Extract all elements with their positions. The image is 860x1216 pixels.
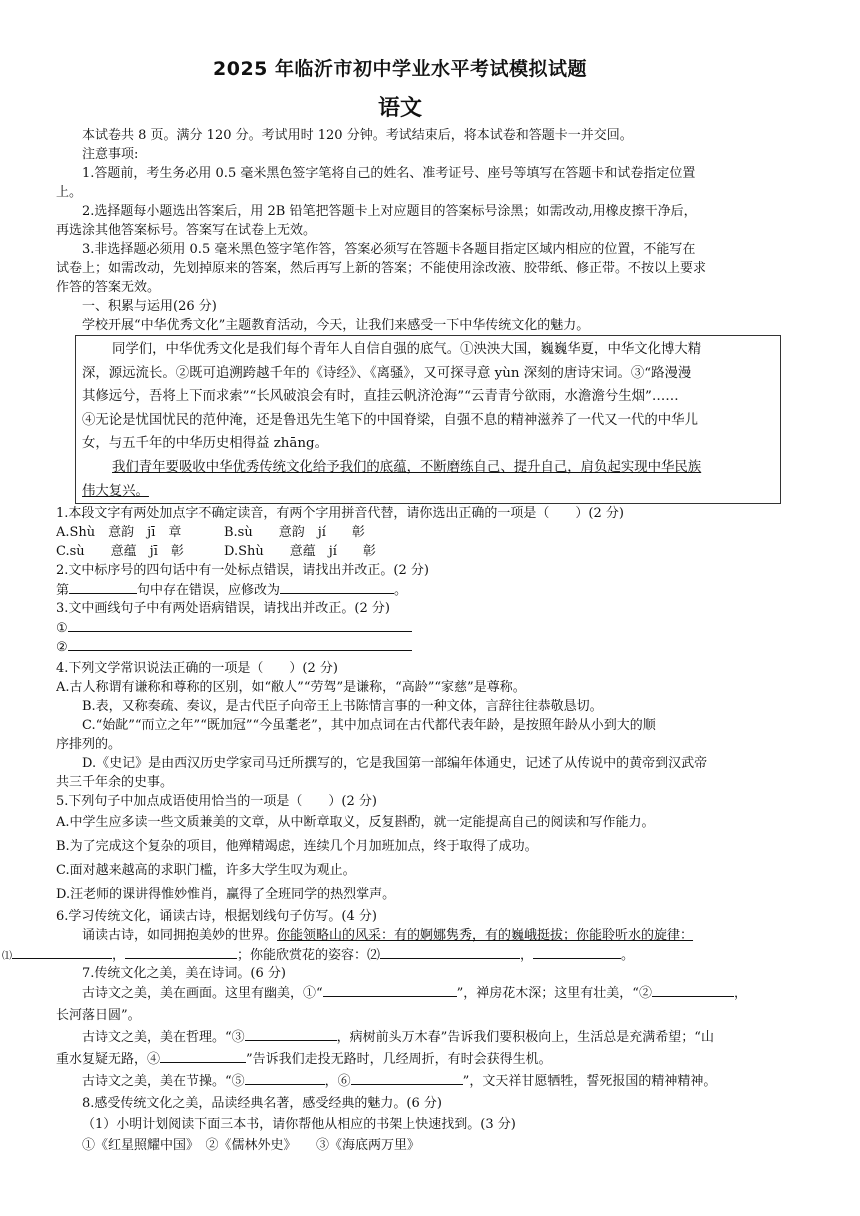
- q4-option-c2: 序排列的。: [56, 737, 122, 753]
- q7-p2-cont: [56, 1049, 786, 1071]
- q6-mid-text: ；你能欣赏花的姿容：⑵: [237, 948, 381, 964]
- q7-p1-text-c: ，: [733, 986, 747, 1002]
- q7-blank-6[interactable]: [351, 1071, 463, 1085]
- q1-options-cd: [56, 542, 786, 561]
- notice-2a: 2.选择题每小题选出答案后，用 2B 铅笔把答题卡上对应题目的答案标号涂黑；如需改动,用橡皮擦干净后，: [82, 204, 697, 219]
- q3-blank-1[interactable]: [68, 618, 412, 632]
- q4-option-a[interactable]: A.古人称谓有谦称和尊称的区别，如“敝人”“劳驾”是谦称，“高龄”“家慈”是尊称。: [56, 680, 526, 696]
- q1-option-b[interactable]: B.sù 意韵 jí 彰: [224, 525, 365, 541]
- q2-answer-line: [56, 580, 786, 599]
- q1-stem: 1.本段文字有两处加点字不确定读音，有两个字用拼音代替，请你选出正确的一项是（ ）(2 分): [56, 506, 624, 522]
- passage-line-4: ④无论是忧国忧民的范仲淹，还是鲁迅先生笔下的中国脊梁，自强不息的精神滋养了一代又一代的中华儿: [82, 412, 698, 428]
- q3-answer-2: [56, 637, 786, 656]
- q6-end: 。: [621, 948, 635, 964]
- passage-line-5: 女，与五千年的中华历史相得益 zhāng。: [82, 436, 328, 452]
- q8-sub1: （1）小明计划阅读下面三本书，请你帮他从相应的书架上快速找到。(3 分): [82, 1117, 516, 1133]
- q7-blank-3[interactable]: [245, 1027, 337, 1041]
- underlined-sentence-2: 伟大复兴。: [82, 483, 149, 499]
- q1-option-c[interactable]: C.sù 意蕴 jī 彰: [56, 544, 184, 560]
- q7-p1: [56, 983, 786, 1005]
- q7-p2-text-a: 古诗文之美，美在哲理。“③: [82, 1030, 245, 1046]
- notice-title: 注意事项:: [82, 147, 139, 162]
- q6-comma-2: ，: [520, 948, 534, 964]
- passage-line-3: 其修远兮，吾将上下而求索”“长风破浪会有时，直挂云帆济沧海”“云青青兮欲雨，水澹澹兮生烟”……: [82, 389, 679, 405]
- q3-answer-1: [56, 618, 786, 637]
- q6-blank-1[interactable]: [12, 945, 112, 959]
- q7-p3-text-b: ，⑥: [324, 1074, 351, 1090]
- q6-underlined: 你能领略山的风采：有的婀娜隽秀，有的巍峨挺拔；你能聆听水的旋律：: [277, 928, 694, 944]
- q7-blank-5[interactable]: [245, 1071, 325, 1085]
- section1-heading: 一、积累与运用(26 分): [82, 299, 217, 314]
- notice-1b: 上。: [56, 185, 83, 200]
- q2-end: 。: [394, 583, 408, 599]
- q2-blank-fix[interactable]: [280, 580, 394, 594]
- reading-passage-box: [75, 335, 781, 504]
- q6-stem: 6.学习传统文化，诵读古诗，根据划线句子仿写。(4 分): [56, 909, 377, 925]
- q6-marker-1: ⑴: [2, 951, 12, 963]
- passage-line-2: 深，源远流长。②既可追溯跨越千年的《诗经》、《离骚》，又可探寻意 yùn 深刻的唐诗宋词。③“路漫漫: [82, 365, 692, 381]
- intro-text: 本试卷共 8 页。满分 120 分。考试用时 120 分钟。考试结束后，将本试卷和答题卡一并交回。: [82, 128, 633, 143]
- q7-blank-1[interactable]: [323, 983, 457, 997]
- passage-line-1: 同学们，中华优秀文化是我们每个青年人自信自强的底气。①泱泱大国，巍巍华夏，中华文化博大精: [112, 342, 702, 357]
- q6-text: [56, 926, 786, 945]
- q4-option-b[interactable]: B.表，又称奏疏、奏议，是古代臣子向帝王上书陈情言事的一种文体，言辞往往恭敬恳切。: [82, 699, 603, 715]
- q3-blank-2[interactable]: [68, 637, 412, 651]
- q7-p3-text-a: 古诗文之美，美在节操。“⑤: [82, 1074, 245, 1090]
- exam-body: [2, 126, 786, 1156]
- q2-blank-sentence[interactable]: [69, 580, 137, 594]
- exam-title: 2025 年临沂市初中学业水平考试模拟试题: [213, 58, 587, 80]
- q6-blank-3[interactable]: [380, 945, 520, 959]
- q2-mid: 句中存在错误，应修改为: [137, 583, 281, 599]
- q1-option-a[interactable]: A.Shù 意韵 jī 章: [56, 525, 182, 541]
- q2-prefix: 第: [56, 583, 70, 599]
- q1-options-ab: [56, 523, 786, 542]
- notice-1a: 1.答题前，考生务必用 0.5 毫米黑色签字笔将自己的姓名、准考证号、座号等填写在答题卡和试卷指定位置: [82, 166, 696, 181]
- q6-plain: 诵读古诗，如同拥抱美妙的世界。: [82, 928, 278, 944]
- q8-books: ①《红星照耀中国》 ②《儒林外史》 ③《海底两万里》: [82, 1138, 421, 1154]
- q6-comma: ，: [112, 948, 126, 964]
- q3-stem: 3.文中画线句子中有两处语病错误，请找出并改正。(2 分): [56, 601, 390, 617]
- q7-p1-text-b: ”，禅房花木深；这里有壮美，“②: [456, 986, 652, 1002]
- passage-line-7: [82, 480, 774, 504]
- q3-marker-1: ①: [56, 621, 68, 637]
- q7-p3-text-c: ”，文天祥甘愿牺牲，誓死报国的精神精神。: [462, 1074, 717, 1090]
- q7-p2-text-d: ”告诉我们走投无路时，几经周折，有时会获得生机。: [246, 1052, 552, 1068]
- q7-stem: 7.传统文化之美，美在诗词。(6 分): [82, 966, 286, 982]
- notice-3c: 作答的答案无效。: [56, 280, 161, 295]
- q5-option-d[interactable]: D.汪老师的课讲得惟妙惟肖，赢得了全班同学的热烈掌声。: [56, 887, 396, 903]
- q7-p3: [56, 1071, 786, 1093]
- q4-stem: 4.下列文学常识说法正确的一项是（ ）(2 分): [56, 661, 338, 677]
- q4-option-c1[interactable]: C.“始龀”“而立之年”“既加冠”“今虽耄老”，其中加点词在古代都代表年龄，是按照年龄从小到大的顺: [82, 718, 656, 734]
- q2-stem: 2.文中标序号的四句话中有一处标点错误，请找出并改正。(2 分): [56, 563, 429, 579]
- q5-option-c[interactable]: C.面对越来越高的求职门槛，许多大学生叹为观止。: [56, 863, 356, 879]
- q4-option-d1[interactable]: D.《史记》是由西汉历史学家司马迁所撰写的，它是我国第一部编年体通史，记述了从传说中的黄帝到汉武帝: [82, 756, 708, 772]
- q7-p2: [56, 1027, 786, 1049]
- q6-blank-2[interactable]: [125, 945, 237, 959]
- notice-3b: 试卷上；如需改动，先划掉原来的答案，然后再写上新的答案；不能使用涂改液、胶带纸、修正带。不按以上要求: [56, 261, 707, 276]
- q7-p1-text-a: 古诗文之美，美在画面。这里有幽美，①“: [82, 986, 323, 1002]
- underlined-sentence-1: 我们青年要吸收中华优秀传统文化给予我们的底蕴，不断磨练自己、提升自己，肩负起实现中华民族: [112, 459, 702, 475]
- q5-option-a[interactable]: A.中学生应多读一些文质兼美的文章，从中断章取义，反复斟酌，就一定能提高自己的阅读和写作能力。: [56, 815, 655, 831]
- q4-option-d2: 共三千年余的史事。: [56, 775, 174, 791]
- q8-stem: 8.感受传统文化之美，品读经典名著，感受经典的魅力。(6 分): [82, 1096, 442, 1112]
- q7-p2-text-c: 重水复疑无路，④: [56, 1052, 161, 1068]
- subject-title: 语文: [377, 96, 422, 121]
- q7-blank-2[interactable]: [652, 983, 734, 997]
- q5-option-b[interactable]: B.为了完成这个复杂的项目，他殚精竭虑，连续几个月加班加点，终于取得了成功。: [56, 839, 538, 855]
- notice-3a: 3.非选择题必须用 0.5 毫米黑色签字笔作答，答案必须写在答题卡各题目指定区域内相应的位置，不能写在: [82, 242, 696, 257]
- q6-answer-line: [2, 945, 786, 964]
- notice-2b: 再选涂其他答案标号。答案写在试卷上无效。: [56, 223, 317, 238]
- q6-blank-4[interactable]: [533, 945, 621, 959]
- q7-p1-cont: 长河落日圆”。: [56, 1008, 141, 1024]
- q1-option-d[interactable]: D.Shù 意蕴 jí 彰: [224, 544, 376, 560]
- q5-stem: 5.下列句子中加点成语使用恰当的一项是（ ）(2 分): [56, 794, 377, 810]
- q3-marker-2: ②: [56, 640, 68, 656]
- passage-line-6: [82, 456, 774, 480]
- q7-p2-text-b: ，病树前头万木春”告诉我们要积极向上，生活总是充满希望；“山: [336, 1030, 714, 1046]
- section1-lead: 学校开展“中华优秀文化”主题教育活动，今天，让我们来感受一下中华传统文化的魅力。: [82, 318, 590, 333]
- q7-blank-4[interactable]: [160, 1049, 246, 1063]
